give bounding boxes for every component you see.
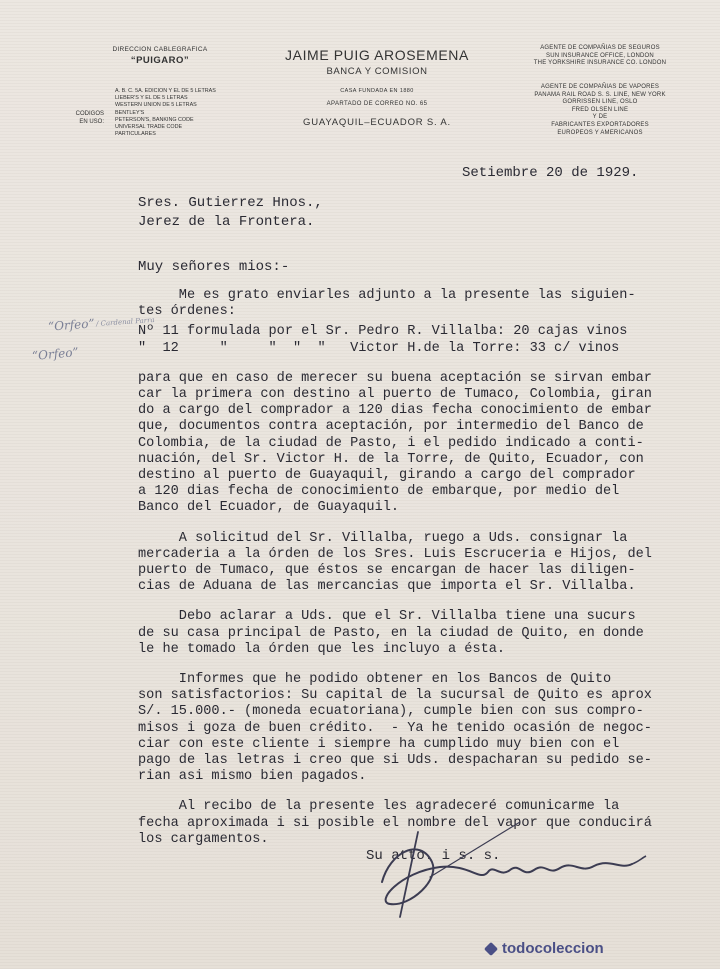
addressee-line: Jerez de la Frontera. [138,214,315,230]
body-paragraph: para que en caso de merecer su buena aceptación se sirvan embar car la primera con destino al puerto de Tumaco, Colombia, giran do a cargo del comprador a 120 dias fecha conocimiento de embar que, documentos contra aceptación, por intermedio del Banco de Colombia, de la ciudad de Pasto, i el pedido indicado a conti- nuación, del Sr. Victor H. de la Torre, de Quito, Ecuador, con destino al puerto de Guayaquil, girando a cargo del comprador a 120 dias fecha de conocimiento de embarque, por medio del Banco del Ecuador, de Guayaquil. [138,370,652,516]
handwritten-signature [370,812,660,922]
shipping-agent-line: GORRISSEN LINE, OSLO [562,99,638,106]
code-item: BENTLEY'S [115,109,145,116]
handwritten-note: “Orfeo” [31,344,80,364]
code-item: A. B. C. 5A. EDICION Y EL DE 5 LETRAS [115,88,216,94]
shipping-agent-line: PANAMA RAIL ROAD S. S. LINE, NEW YORK [534,91,666,98]
code-item: PARTICULARES [115,131,156,138]
watermark-text: todocoleccion [502,940,604,957]
codes-label-line: EN USO: [79,119,104,125]
watermark-logo-icon [484,942,498,956]
codes-label [74,110,104,126]
shipping-agent-line: Y DE [592,114,608,121]
watermark [484,940,604,957]
body-paragraph: A solicitud del Sr. Villalba, ruego a Uds. consignar la mercaderia a la órden de los Sres. Luis Escruceria e Hijos, del puerto de Tumaco, que éstos se encargan de hacer las diligen- cias de Aduana de las mercancias que importa el Sr. Villalba. [138,530,652,595]
code-item: PETERSON'S, BANKING CODE [115,116,194,123]
cable-address-name: “PUIGARO” [130,55,190,66]
body-paragraph: Informes que he podido obtener en los Bancos de Quito son satisfactorios: Su capital de la sucursal de Quito es aprox S/. 15.000.- (moneda ecuatoriana), cumple bien con sus compro- misos i goza de buen crédito. - Ya he tenido ocasión de negoc- ciar con este cliente i siempre ha cumplido muy bien con el pago de las letras i creo que si Uds. despacharan su pedido se- rian asi mismo bien pagados. [138,672,652,785]
letter-body [138,288,720,862]
salutation: Muy señores mios:- [138,259,290,275]
founded-line: CASA FUNDADA EN 1880 [340,88,414,94]
insurance-agent-line: SUN INSURANCE OFFICE, LONDON [546,52,654,59]
body-paragraph: Me es grato enviarles adjunto a la presente las siguien- tes órdenes: [138,288,636,320]
po-box-line: APARTADO DE CORREO NO. 65 [326,101,428,107]
shipping-agents-block [500,84,700,137]
insurance-agents-block [500,45,700,68]
addressee-block [138,194,323,232]
shipping-agent-line: EUROPEOS Y AMERICANOS [557,129,643,136]
code-item: WESTERN UNION DE 5 LETRAS [115,102,197,109]
shipping-agent-line: FABRICANTES EXPORTADORES [551,121,649,128]
company-subtitle: BANCA Y COMISION [326,66,428,77]
body-paragraph: Debo aclarar a Uds. que el Sr. Villalba tiene una sucurs de su casa principal de Pasto, en la ciudad de Quito, en donde le he tomado la órden que les incluyo a ésta. [138,609,644,657]
handwritten-note-small: / Cardenal Parra [95,315,155,329]
insurance-agent-line: THE YORKSHIRE INSURANCE CO. LONDON [533,60,667,67]
letter-date: Setiembre 20 de 1929. [462,165,639,181]
code-item: UNIVERSAL TRADE CODE [115,124,183,131]
body-paragraph: Al recibo de la presente les agradeceré comunicarme la fecha aproximada i si posible el nombre del vapor que conducirá los cargamentos. [138,799,652,847]
codes-list [115,88,265,138]
company-city: GUAYAQUIL–ECUADOR S. A. [303,117,451,128]
company-name: JAIME PUIG AROSEMENA [285,47,469,63]
order-list: Nº 11 formulada por el Sr. Pedro R. Villalba: 20 cajas vinos " 12 " " " " Victor H.de la Torre: 33 c/ vinos [138,324,628,356]
closing: Su atto. i s. s. [366,848,501,864]
code-item: LIEBER'S Y EL DE 5 LETRAS [115,95,188,102]
shipping-agent-line: FRED OLSEN LINE [571,106,629,113]
cable-address-title: DIRECCION CABLEGRAFICA [112,46,208,53]
insurance-agent-line: AGENTE DE COMPAÑIAS DE SEGUROS [540,45,660,51]
codes-label-line: CODIGOS [75,111,104,117]
shipping-agent-line: AGENTE DE COMPAÑIAS DE VAPORES [540,84,660,90]
handwritten-note: “Orfeo” [47,316,96,334]
addressee-line: Sres. Gutierrez Hnos., [138,195,323,211]
